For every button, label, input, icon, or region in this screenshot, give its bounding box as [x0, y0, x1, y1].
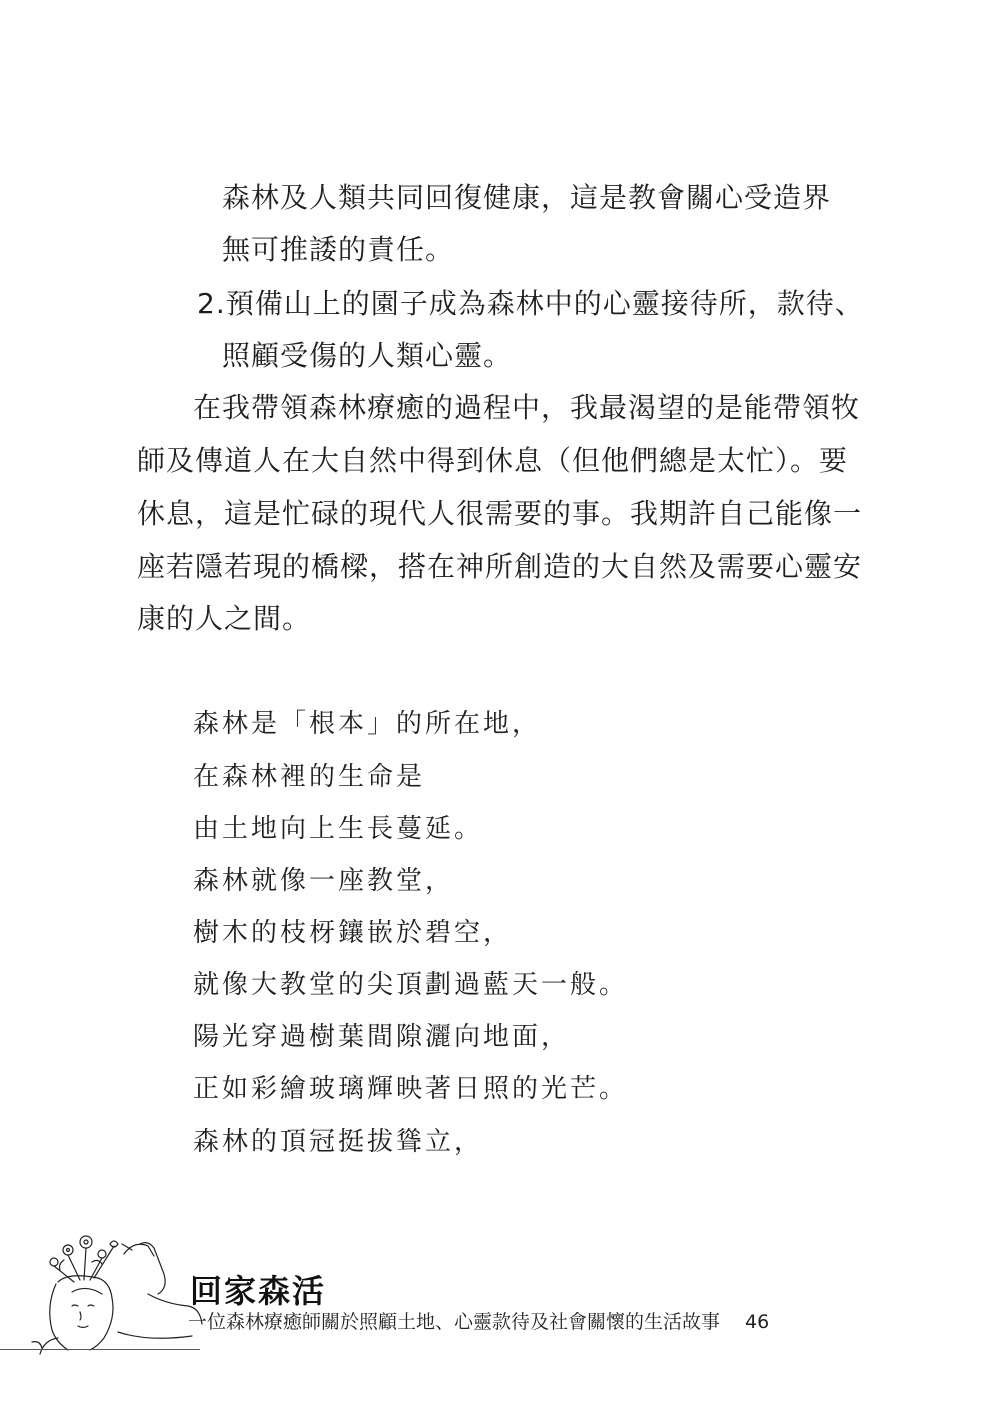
- woman-with-flowers-icon: [28, 1232, 208, 1356]
- body-line: 座若隱若現的橋樑，搭在神所創造的大自然及需要心靈安: [137, 550, 863, 583]
- body-line: 休息，這是忙碌的現代人很需要的事。我期許自己能像一: [137, 497, 863, 530]
- poem-line: 森林是「根本」的所在地，: [193, 709, 542, 739]
- body-line: 2.預備山上的園子成為森林中的心靈接待所，款待、: [197, 287, 864, 320]
- body-line: 在我帶領森林療癒的過程中，我最渴望的是能帶領牧: [193, 391, 861, 424]
- poem-line: 正如彩繪玻璃輝映著日照的光芒。: [193, 1074, 629, 1104]
- poem-line: 森林的頂冠挺拔聳立，: [193, 1127, 484, 1157]
- poem-line: 由土地向上生長蔓延。: [193, 814, 484, 844]
- page-number: 46: [745, 1311, 770, 1333]
- poem-line: 陽光穿過樹葉間隙灑向地面，: [193, 1022, 571, 1052]
- poem-line: 就像大教堂的尖頂劃過藍天一般。: [193, 970, 629, 1000]
- poem-line: 在森林裡的生命是: [193, 762, 426, 792]
- book-logo: 回家森活: [190, 1272, 327, 1310]
- poem-line: 森林就像一座教堂，: [193, 866, 455, 896]
- body-line: 森林及人類共同回復健康，這是教會關心受造界: [222, 181, 832, 214]
- body-line: 照顧受傷的人類心靈。: [222, 339, 513, 372]
- book-subtitle: 一位森林療癒師關於照顧土地、心靈款待及社會關懷的生活故事: [188, 1311, 721, 1333]
- footer-divider: [0, 1349, 200, 1350]
- poem-line: 樹木的枝枒鑲嵌於碧空，: [193, 918, 513, 948]
- body-line: 無可推諉的責任。: [222, 233, 455, 266]
- body-line: 師及傳道人在大自然中得到休息（但他們總是太忙）。要: [137, 444, 849, 477]
- body-line: 康的人之間。: [137, 602, 312, 635]
